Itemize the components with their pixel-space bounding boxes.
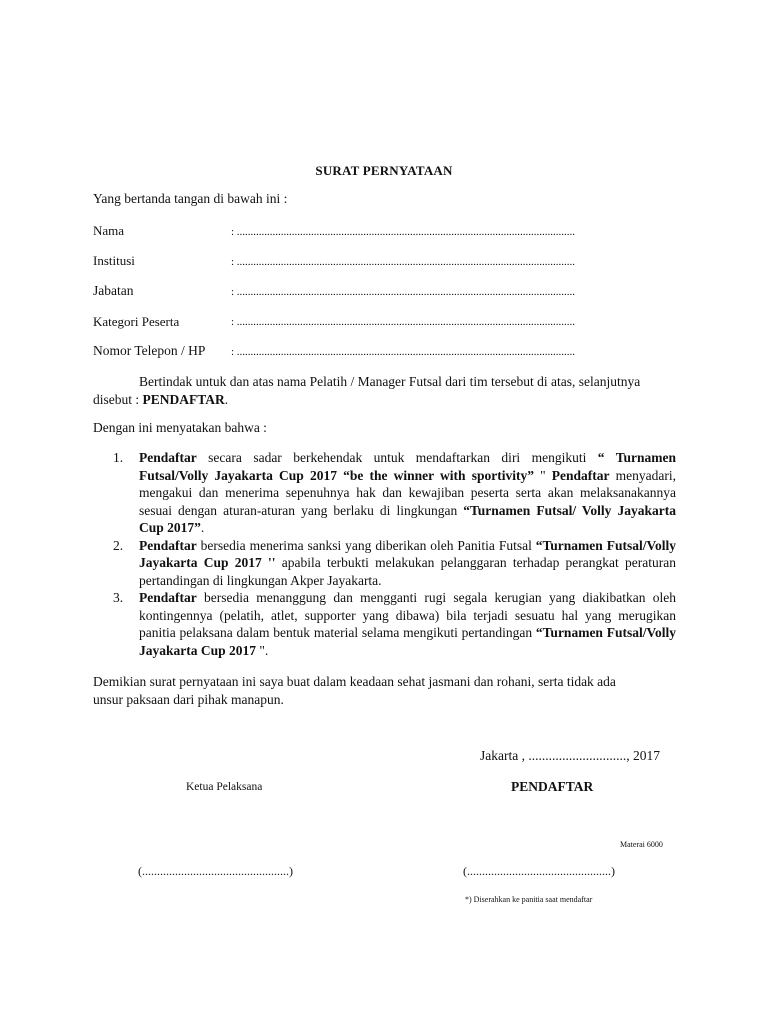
acting-suffix: . (224, 391, 229, 407)
bold-turnamen: “Turnamen Futsal/ Volly Jayakarta Cup 2017” (139, 502, 676, 535)
bold-pendaftar: Pendaftar (551, 467, 610, 483)
field-value-jabatan: : ........................................................................................................................... (231, 286, 576, 298)
closing-paragraph (93, 673, 616, 709)
page-title: SURAT PERNYATAAN (315, 163, 453, 178)
field-label-kategori: Kategori Peserta (93, 314, 180, 329)
acting-prefix: disebut : (93, 391, 143, 407)
field-label-telepon: Nomor Telepon / HP (93, 343, 206, 358)
bold-pendaftar: Pendaftar (139, 537, 197, 553)
field-value-kategori: : ........................................................................................................................... (231, 316, 576, 328)
list-number: 3. (113, 590, 124, 605)
list-number: 2. (113, 537, 124, 553)
bold-pendaftar: Pendaftar (139, 450, 197, 465)
text-segment: ". (259, 642, 269, 658)
left-signer-title: Ketua Pelaksana (186, 781, 263, 793)
place-date: Jakarta , ............................., 2017 (480, 748, 660, 763)
list-number: 1. (113, 450, 124, 465)
field-label-institusi: Institusi (93, 253, 135, 268)
footnote: *) Diserahkan ke panitia saat mendaftar (465, 895, 593, 904)
list-item (93, 449, 676, 537)
text-segment: . (200, 520, 205, 535)
field-label-nama: Nama (93, 223, 125, 238)
bold-turnamen: “Turnamen Futsal/Volly Jayakarta Cup 2017 '' (139, 537, 676, 570)
list-item (93, 537, 676, 590)
text-segment: bersedia menerima sanksi yang diberikan oleh Panitia Futsal (196, 537, 536, 553)
declare-text: Dengan ini menyatakan bahwa : (93, 420, 267, 435)
closing-line-1: Demikian surat pernyataan ini saya buat dalam keadaan sehat jasmani dan rohani, serta tidak ada (93, 674, 616, 689)
bold-pendaftar: Pendaftar (139, 590, 197, 605)
field-value-nama: : ........................................................................................................................... (231, 226, 576, 238)
text-segment: apabila terbukti melakukan pelanggaran terhadap perangkat peraturan pertandingan di lingkungan Akper Jayakarta. (139, 555, 676, 588)
field-value-telepon: : ........................................................................................................................... (231, 346, 576, 358)
left-signature-line: (.................................................) (138, 864, 293, 878)
acting-paragraph (93, 373, 673, 408)
field-value-institusi: : ........................................................................................................................... (231, 256, 576, 268)
materai-note: Materai 6000 (620, 840, 663, 849)
list-text (139, 537, 676, 590)
right-signer-title: PENDAFTAR (511, 779, 594, 794)
bold-turnamen: “ Turnamen Futsal/Volly Jayakarta Cup 2017 “be the winner with sportivity” (139, 450, 676, 483)
intro-text: Yang bertanda tangan di bawah ini : (93, 191, 288, 206)
list-item (93, 589, 676, 659)
closing-line-2: unsur paksaan dari pihak manapun. (93, 692, 284, 707)
acting-line-1: Bertindak untuk dan atas nama Pelatih / Manager Futsal dari tim tersebut di atas, selanjutnya (139, 374, 641, 389)
text-segment: bersedia menanggung dan mengganti rugi segala kerugian yang diakibatkan oleh kontingennya (pelatih, atlet, supporter yang dibawa) bila terjadi sesuatu hal yang merugikan panitia pelaksana dalam bentuk material selama mengikuti pertandingan (139, 590, 676, 640)
acting-line-2 (93, 391, 673, 409)
field-label-jabatan: Jabatan (93, 283, 134, 298)
text-segment: " (533, 467, 552, 483)
text-segment: secara sadar berkehendak untuk mendaftarkan diri mengikuti (196, 450, 598, 465)
statement-list (93, 449, 676, 659)
list-text (139, 589, 676, 659)
text-segment: menyadari, mengakui dan menerima sepenuhnya hak dan kewajiban peserta serta akan melaksanakannya sesuai dengan aturan-aturan yang berlaku di lingkungan (139, 467, 677, 518)
right-signature-line: (................................................) (463, 864, 615, 878)
acting-pendaftar: PENDAFTAR (142, 391, 225, 407)
list-text (139, 449, 676, 537)
bold-turnamen: “Turnamen Futsal/Volly Jayakarta Cup 2017 (139, 625, 676, 658)
